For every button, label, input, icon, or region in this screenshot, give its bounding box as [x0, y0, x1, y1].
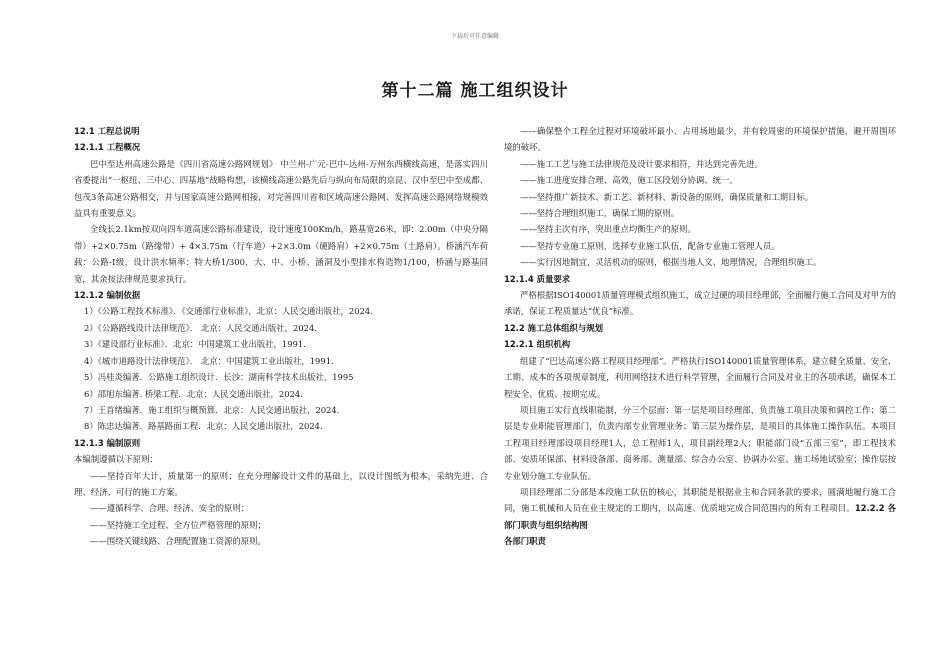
principle-item: ——遵循科学、合理、经济、安全的原则；	[90, 503, 250, 514]
paragraph: 严格根据ISO140001质量管理模式组织施工，成立过硬的项目经理部，全面履行施工合同及对甲方的承诺，保证工程质量达“优良”标准。	[504, 290, 896, 317]
reference-item: 2）《公路路线设计法律规范》． 北京：人民交通出版社，2024.	[84, 322, 317, 333]
right-column	[504, 123, 896, 550]
paragraph: 巴中至达州高速公路是《四川省高速公路网规划》 中兰州-广元-巴中-达州-万州东西横线高速，是落实四川省委提出“一枢纽、三中心、四基地”战略构想，该横线高速公路先后与纵向布局限的京昆、汉中至巴中至成都、包茂3条高速公路相交，并与国家高速公路网相接，对完善四川省和区域高速公路网、发挥高速公路网络规模效益具有重要意义。	[74, 158, 488, 219]
paragraph: 组建了“巴达高速公路工程项目经理部”。严格执行ISO140001质量管理体系，建立健全质量、安全、工期、成本的各项规章制度，利用网络技术进行科学管理，全面履行合同及对业主的各项承诺，确保本工程安全、优质、按期完成。	[504, 355, 896, 399]
paragraph-text: 项目经理部二分部是本段施工队伍的核心，其职能是根据业主和合同条款的要求，圆满地履行施工合同，施工机械和人员在业主规定的工期内，以高速、优质地完成合同范围内的所有工程项目。	[504, 486, 896, 514]
principle-item: ——坚持专业施工原则，选择专业施工队伍，配备专业施工管理人员。	[520, 240, 780, 251]
principle-item: ——围绕关键线路、合理配置施工资源的原则。	[90, 536, 266, 547]
section-heading: 12.2 施工总体组织与规划	[504, 322, 603, 333]
page-title: 第十二篇 施工组织设计	[381, 81, 569, 101]
section-heading: 12.1 工程总说明	[74, 126, 140, 136]
subsection-heading: 各部门职责	[504, 536, 546, 547]
subsection-heading: 12.2.2 各部门职责与组织结构图	[504, 503, 897, 530]
principle-item: ——坚持百年大计，质量第一的原则；在充分理解设计文件的基础上，以设计图纸为根本，采纳先进、合理、经济、可行的施工方案。	[74, 470, 488, 497]
paragraph: 本编制遵循以下原则：	[74, 454, 158, 465]
principle-item: ——坚持合理组织施工，确保工期的原则。	[520, 208, 680, 219]
subsection-heading: 12.1.3 编制原则	[74, 437, 141, 448]
subsection-heading: 12.1.4 质量要求	[504, 273, 571, 284]
principle-item: ——实行因地制宜，灵活机动的原则，根据当地人文、地理情况，合理组织施工。	[520, 257, 822, 268]
reference-item: 1）《公路工程技术标准》．《交通部行业标准》，北京：人民交通出版社，2024.	[84, 306, 373, 317]
reference-item: 8）陈忠达编著．路基路面工程．北京：人民交通出版社，2024.	[84, 421, 323, 432]
subsection-heading: 12.1.1 工程概况	[74, 142, 141, 153]
header-note: 下载后可任意编辑	[450, 33, 499, 40]
reference-item: 7）王首绪编著．施工组织与概预算．北京：人民交通出版社，2024.	[84, 404, 340, 415]
principle-item: ——施工工艺与施工法律规范及设计要求相符，并达到完善先进。	[520, 158, 763, 169]
subsection-heading: 12.2.1 组织机构	[504, 339, 571, 350]
paragraph: 项目施工实行直线职能制，分三个层面：第一层是项目经理部，负责施工项目决策和调控工作；第二层是专业职能管理部门，负责内部专业管理业务；第三层为操作层，是项目的具体施工操作队伍。本项目工程项目经理部设项目经理1人，总工程师1人，项目副经理2人；职能部门设“五部三室”，即工程技术部、安质环保部、材料设备部、商务部、测量部、综合办公室、协调办公室、施工场地试验室；操作层按专业划分施工专业队伍。	[504, 404, 896, 481]
paragraph: 全线长2.1km按双向四车道高速公路标准建设，设计速度100Km/h，路基宽26米，即：2.00m（中央分隔带）+2×0.75m（路缘带）+ 4×3.75m（行车道）+2×3.0m（硬路肩）+2×0.75m（土路肩）。桥涵汽车荷载：公路-Ⅰ级，设计洪水频率：特大桥1/300，大、中、小桥、涵洞及小型排水构造物1/100，桥涵与路基同宽，其余按法律规范要求执行。	[74, 224, 488, 284]
principle-item: ——坚持主次有序，突出重点均衡生产的原则。	[520, 224, 696, 235]
reference-item: 4）《城市道路设计法律规范》． 北京：中国建筑工业出版社，1991.	[84, 355, 334, 366]
reference-item: 6）邵旭东编著. 桥梁工程．北京：人民交通出版社，2024.	[84, 388, 303, 399]
principle-item: ——施工进度安排合理、高效，施工区段划分协调、统一。	[520, 175, 738, 186]
principle-item: ——坚持推广新技术、新工艺、新材料、新设备的原则，确保质量和工期目标。	[520, 191, 814, 202]
reference-item: 5）冯桂炎编著．公路施工组织设计．长沙：湖南科学技术出版社，1995	[84, 372, 354, 383]
principle-item: ——坚持施工全过程、全方位严格管理的原则；	[90, 519, 266, 530]
reference-item: 3）《建设部行业标准》．北京：中国建筑工业出版社，1991.	[84, 339, 306, 350]
principle-item: ——确保整个工程全过程对环境破坏最小、占用场地最少，并有较周密的环境保护措施，避开周围环境的破坏。	[504, 126, 896, 153]
subsection-heading: 12.1.2 编制依据	[74, 290, 141, 301]
left-column	[74, 123, 488, 550]
paragraph	[504, 484, 896, 533]
